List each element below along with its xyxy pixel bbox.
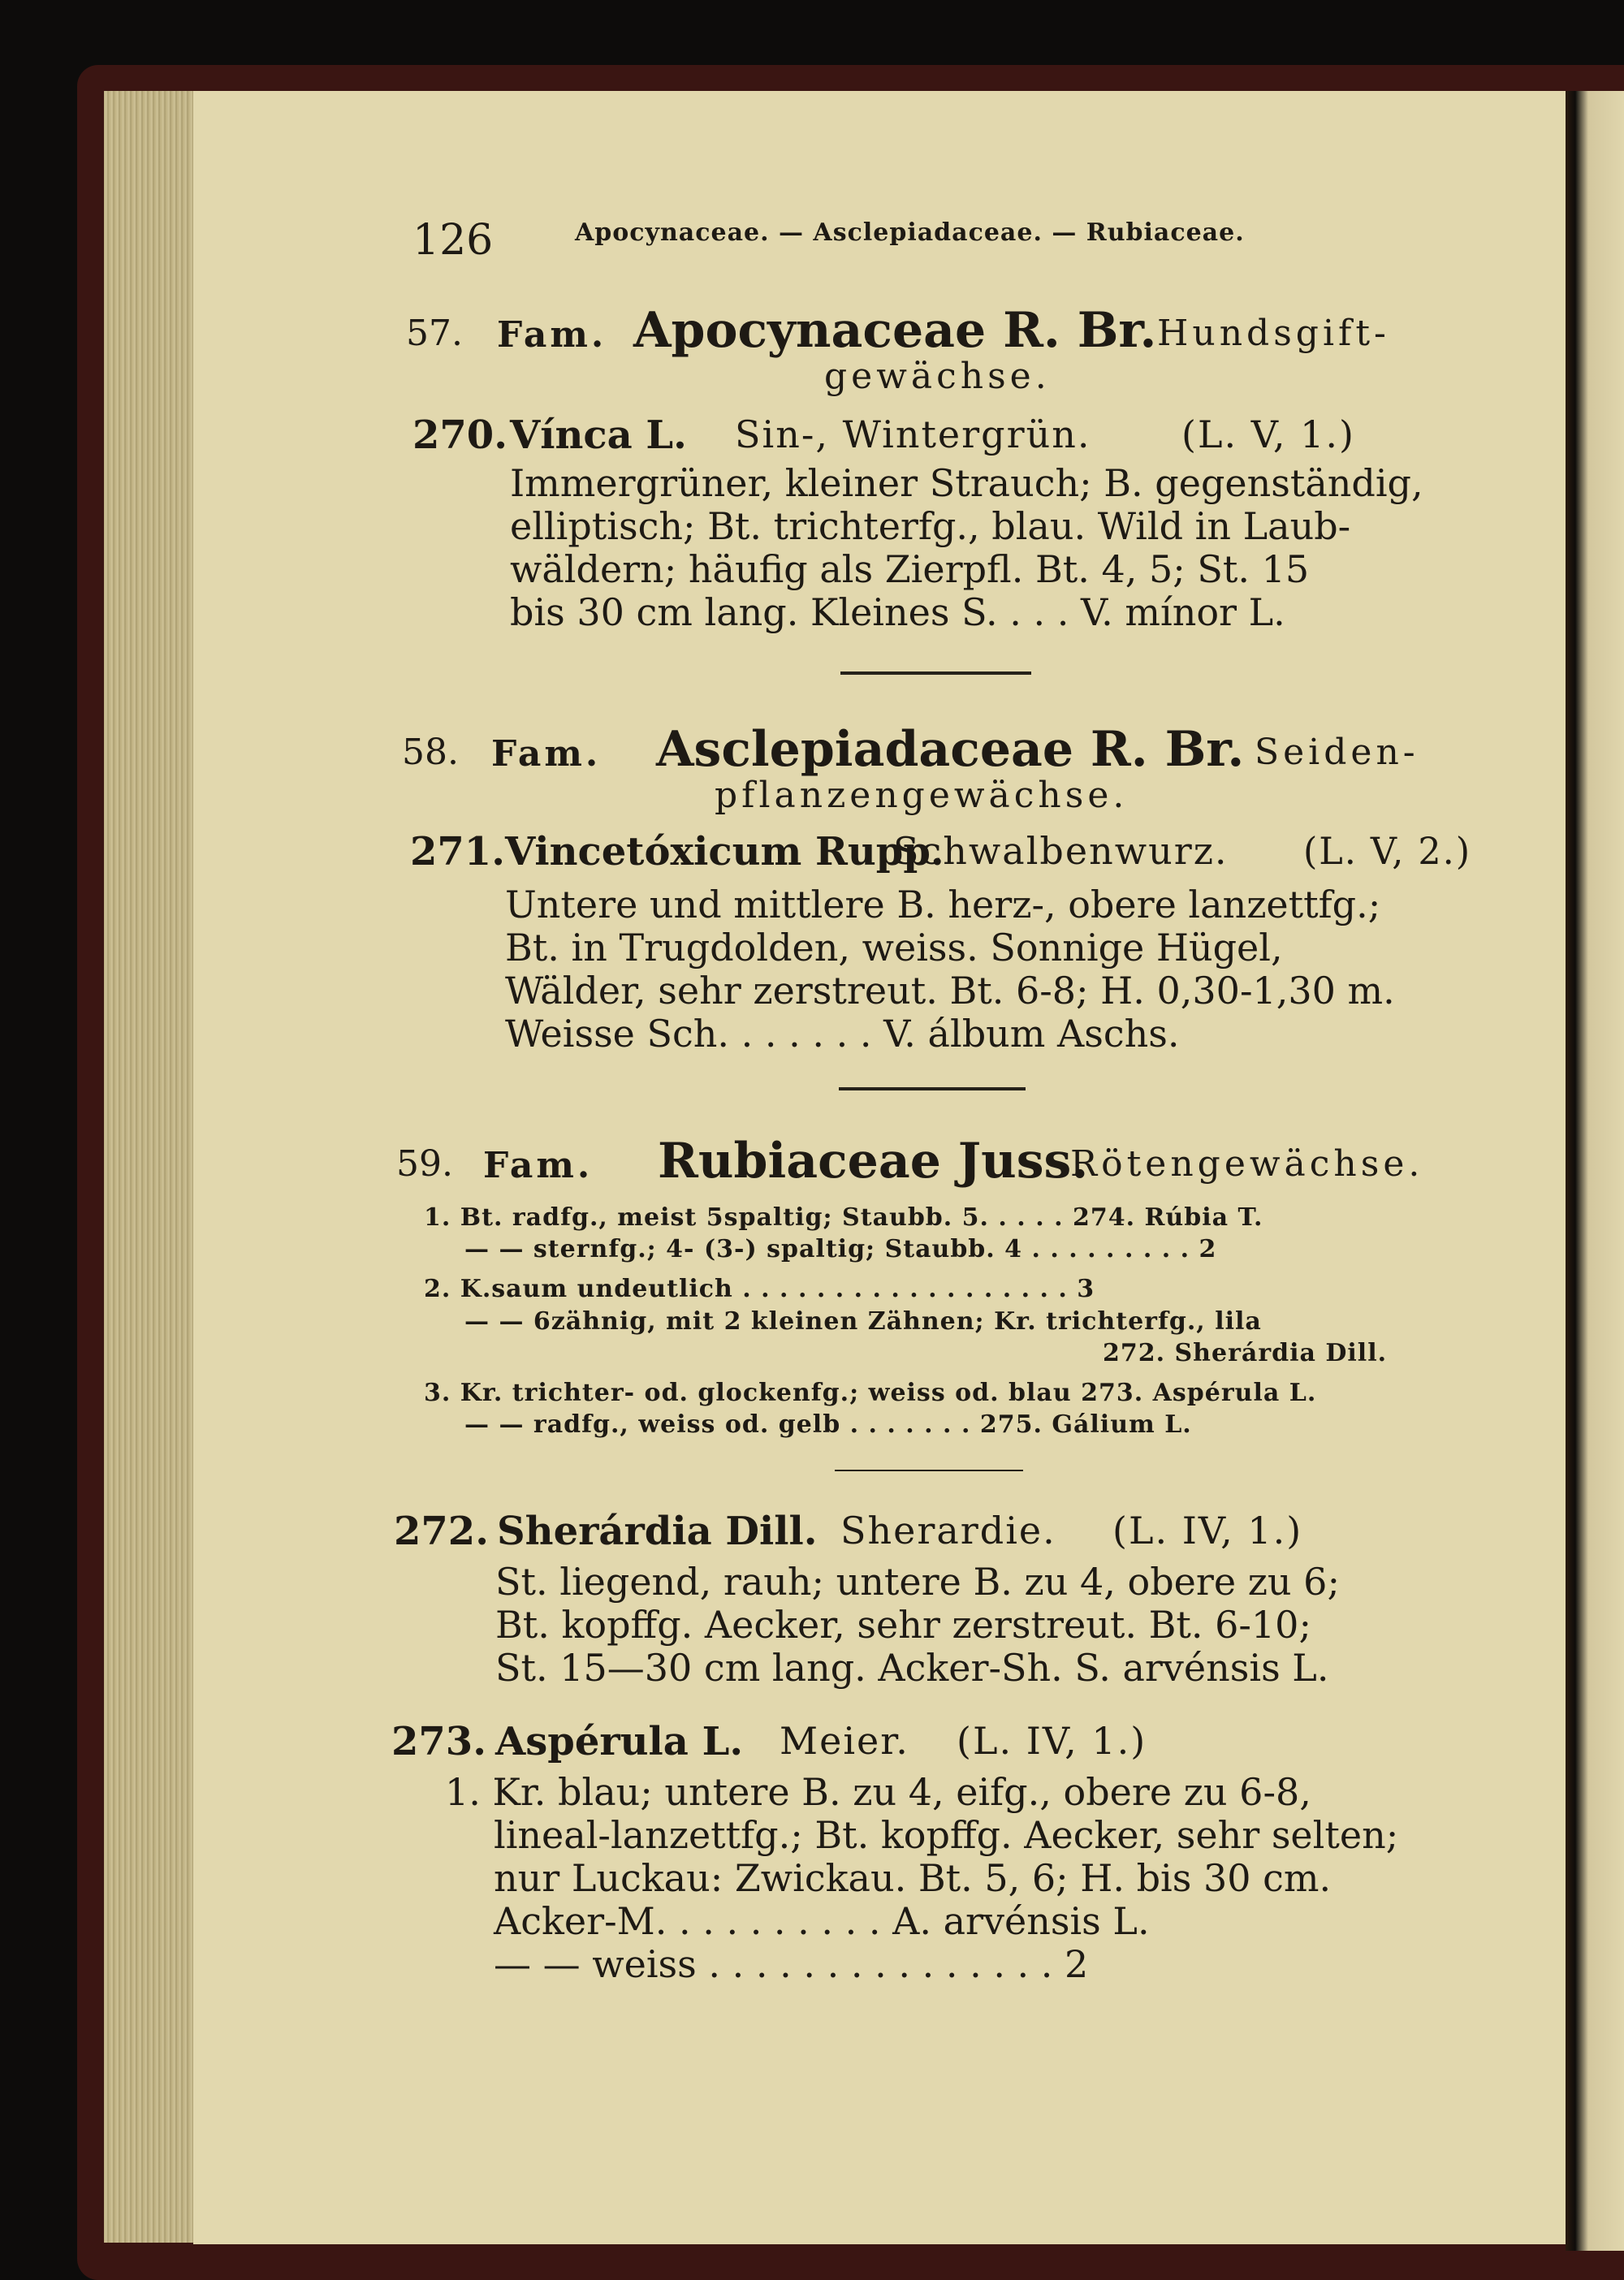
description-line: elliptisch; Bt. trichterfg., blau. Wild in Laub- <box>510 504 1351 548</box>
genus-name: Vínca L. <box>510 412 687 458</box>
section-divider <box>839 1087 1026 1090</box>
genus-name: Sherárdia Dill. <box>497 1509 818 1554</box>
description-line: St. 15—30 cm lang. Acker-Sh. S. arvénsis L. <box>495 1646 1329 1690</box>
genus-number: 270. <box>412 412 508 458</box>
family-number: 57. <box>406 313 463 354</box>
family-german-name: Seiden- <box>1255 732 1419 773</box>
description-line: Weisse Sch. . . . . . . V. álbum Aschs. <box>505 1012 1180 1056</box>
family-label: Fam. <box>491 733 602 775</box>
section-divider <box>840 671 1031 675</box>
family-name: Apocynaceae R. Br. <box>633 302 1157 359</box>
description-line: Bt. kopffg. Aecker, sehr zerstreut. Bt. 6-10; <box>495 1603 1311 1647</box>
family-number: 58. <box>402 732 459 773</box>
family-german-name-cont: pflanzengewächse. <box>715 775 1129 816</box>
linnaean-class: (L. IV, 1.) <box>957 1719 1147 1763</box>
genus-number: 273. <box>391 1719 486 1764</box>
key-line: — — sternfg.; 4- (3-) spaltig; Staubb. 4 . . . . . . . . . 2 <box>464 1235 1217 1263</box>
description-line: nur Luckau: Zwickau. Bt. 5, 6; H. bis 30 cm. <box>494 1856 1332 1900</box>
description-line: wäldern; häufig als Zierpfl. Bt. 4, 5; St. 15 <box>510 547 1310 591</box>
key-line: — — radfg., weiss od. gelb . . . . . . . 275. Gálium L. <box>464 1410 1192 1439</box>
genus-german-name: Meier. <box>780 1719 909 1763</box>
page-edges <box>104 91 200 2243</box>
genus-german-name: Sherardie. <box>840 1509 1056 1552</box>
genus-german-name: Sin-, Wintergrün. <box>735 412 1091 456</box>
description-line: — — weiss . . . . . . . . . . . . . . . 2 <box>494 1942 1089 1986</box>
genus-number: 272. <box>394 1509 489 1554</box>
linnaean-class: (L. V, 1.) <box>1181 412 1355 456</box>
key-line: 272. Sherárdia Dill. <box>1103 1339 1388 1367</box>
genus-number: 271. <box>410 829 505 874</box>
description-line: Acker-M. . . . . . . . . . A. arvénsis L. <box>494 1899 1150 1943</box>
family-german-name-cont: gewächse. <box>824 356 1051 397</box>
description-line: Bt. in Trugdolden, weiss. Sonnige Hügel, <box>505 926 1283 969</box>
genus-name: Aspérula L. <box>495 1719 744 1764</box>
family-number: 59. <box>396 1143 453 1185</box>
page-number: 126 <box>412 216 494 265</box>
description-line: St. liegend, rauh; untere B. zu 4, obere zu 6; <box>495 1560 1340 1604</box>
description-line: 1. Kr. blau; untere B. zu 4, eifg., obere zu 6-8, <box>445 1770 1311 1814</box>
page-gutter <box>1566 91 1624 2251</box>
key-line: 3. Kr. trichter- od. glockenfg.; weiss od. blau 273. Aspérula L. <box>424 1379 1317 1407</box>
key-line: 1. Bt. radfg., meist 5spaltig; Staubb. 5. . . . . 274. Rúbia T. <box>424 1203 1263 1232</box>
description-line: Wälder, sehr zerstreut. Bt. 6-8; H. 0,30-1,30 m. <box>505 969 1395 1013</box>
section-divider <box>835 1470 1023 1471</box>
genus-name: Vincetóxicum Rupp. <box>505 829 944 874</box>
key-line: — — 6zähnig, mit 2 kleinen Zähnen; Kr. trichterfg., lila <box>464 1307 1262 1336</box>
key-line: 2. K.saum undeutlich . . . . . . . . . . . . . . . . . . 3 <box>424 1275 1095 1303</box>
genus-german-name: Schwalbenwurz. <box>893 829 1229 873</box>
description-line: Untere und mittlere B. herz-, obere lanzettfg.; <box>505 883 1381 926</box>
linnaean-class: (L. IV, 1.) <box>1112 1509 1303 1552</box>
family-german-name: Hundsgift- <box>1157 313 1390 354</box>
family-name: Asclepiadaceae R. Br. <box>656 721 1245 778</box>
linnaean-class: (L. V, 2.) <box>1303 829 1472 873</box>
family-label: Fam. <box>497 314 607 356</box>
family-label: Fam. <box>483 1145 594 1186</box>
family-name: Rubiaceae Juss. <box>658 1133 1089 1190</box>
running-head: Apocynaceae. — Asclepiadaceae. — Rubiaceae. <box>575 218 1245 247</box>
description-line: bis 30 cm lang. Kleines S. . . . V. mínor L. <box>510 590 1285 634</box>
description-line: lineal-lanzettfg.; Bt. kopffg. Aecker, sehr selten; <box>494 1813 1399 1857</box>
description-line: Immergrüner, kleiner Strauch; B. gegenständig, <box>510 461 1423 505</box>
family-german-name: Rötengewächse. <box>1070 1143 1424 1185</box>
